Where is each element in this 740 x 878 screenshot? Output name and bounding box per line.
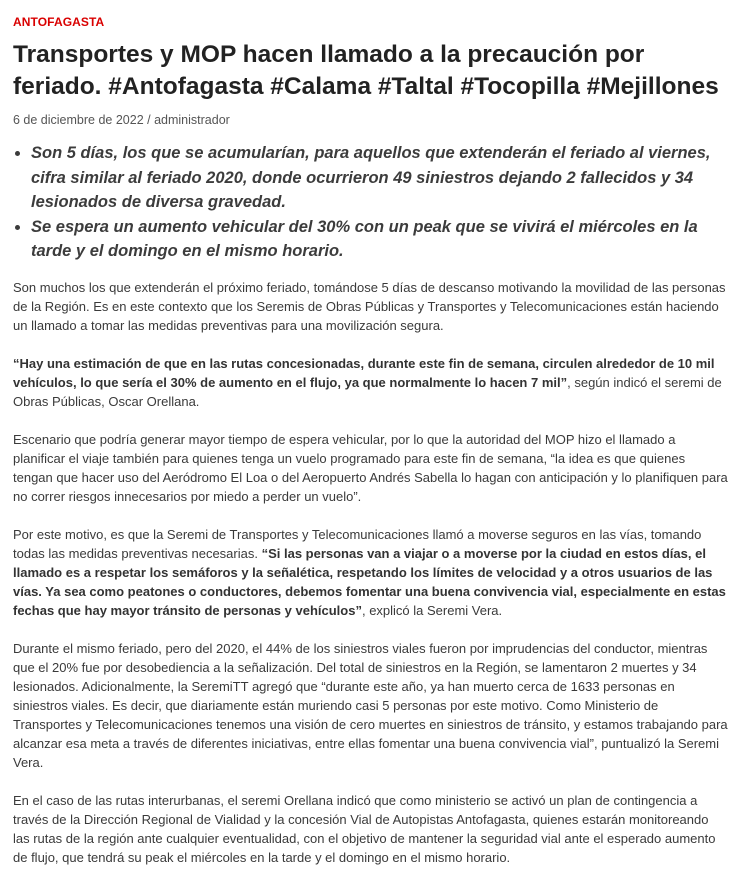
paragraph: En el caso de las rutas interurbanas, el seremi Orellana indicó que como ministerio se activó un plan de contingencia a través de la Dirección Regional de Vialidad y la concesión Vial de Autopistas Antofagasta, quienes estarán monitoreando las rutas de la región ante cualquier eventualidad, con el objetivo de mantener la seguridad vial ante el esperado aumento de flujo, que tendrá su peak el miércoles en la tarde y el domingo en el mismo horario. <box>13 792 716 865</box>
article-date: 6 de diciembre de 2022 <box>13 113 144 127</box>
paragraph-quote <box>13 354 728 411</box>
category-link[interactable]: ANTOFAGASTA <box>13 15 105 29</box>
article-body <box>13 278 728 867</box>
meta-separator: / <box>143 113 155 127</box>
paragraph-quote <box>13 525 728 620</box>
article-meta <box>13 113 728 127</box>
article-title: Transportes y MOP hacen llamado a la precaución por feriado. #Antofagasta #Calama #Taltal #Tocopilla #Mejillones <box>13 41 719 100</box>
quote-bold: “Hay una estimación de que en las rutas concesionadas, durante este fin de semana, circulen alrededor de 10 mil vehículos, lo que sería el 30% de aumento en el flujo, ya que normalmente lo hacen 7 mil” <box>13 355 715 390</box>
highlight-item: • Se espera un aumento vehicular del 30% con un peak que se vivirá el miércoles en la tarde y el domingo en el mismo horario. <box>31 215 728 264</box>
author-link[interactable]: administrador <box>154 113 230 127</box>
highlights-list <box>13 141 728 264</box>
paragraph-lead: Por este motivo, es que la Seremi de Transportes y Telecomunicaciones llamó a moverse seguros en las vías, tomando todas las medidas preventivas necesarias. <box>13 526 702 561</box>
highlight-item: • Son 5 días, los que se acumularían, para aquellos que extenderán el feriado al viernes, cifra similar al feriado 2020, donde ocurrieron 49 siniestros dejando 2 fallecidos y 34 lesionados de diversa gravedad. <box>31 141 728 215</box>
quote-attribution: , explicó la Seremi Vera. <box>361 602 503 618</box>
quote-attribution: , según indicó el seremi de Obras Públicas, Oscar Orellana. <box>13 374 722 409</box>
quote-bold: “Si las personas van a viajar o a moverse por la ciudad en estos días, el llamado es a respetar los semáforos y la señalética, respetando los límites de velocidad y a otros usuarios de las vías. Ya sea como peatones o conductores, debemos fomentar una buena convivencia vial, especialmente en estas fechas que hay mayor tránsito de personas y vehículos” <box>13 545 726 618</box>
paragraph: Son muchos los que extenderán el próximo feriado, tomándose 5 días de descanso motivando la movilidad de las personas de la Región. Es en este contexto que los Seremis de Obras Públicas y Transportes y Telecomunicaciones están haciendo un llamado a tomar las medidas preventivas para una movilización segura. <box>13 279 726 333</box>
paragraph: Escenario que podría generar mayor tiempo de espera vehicular, por lo que la autoridad del MOP hizo el llamado a planificar el viaje también para quienes tenga un vuelo programado para este fin de semana, “la idea es que quienes tengan que hacer uso del Aeródromo El Loa o del Aeropuerto Andrés Sabella lo hagan con anticipación y lo planifiquen para no correr riesgos innecesarios por miedo a perder un vuelo”. <box>13 431 728 504</box>
paragraph: Durante el mismo feriado, pero del 2020, el 44% de los siniestros viales fueron por imprudencias del conductor, mientras que el 20% fue por desobediencia a la señalización. Del total de siniestros en la Región, se lamentaron 2 muertes y 34 lesionados. Adicionalmente, la SeremiTT agregó que “durante este año, ya han muerto cerca de 1633 personas en siniestros viales. Es decir, que diariamente están muriendo casi 5 personas por este motivo. Como Ministerio de Transportes y Telecomunicaciones tenemos una visión de cero muertes en siniestros de tránsito, y estamos trabajando para alcanzar esa meta a través de diferentes iniciativas, entre ellas fomentar una buena convivencia vial”, puntualizó la Seremi Vera. <box>13 640 728 770</box>
